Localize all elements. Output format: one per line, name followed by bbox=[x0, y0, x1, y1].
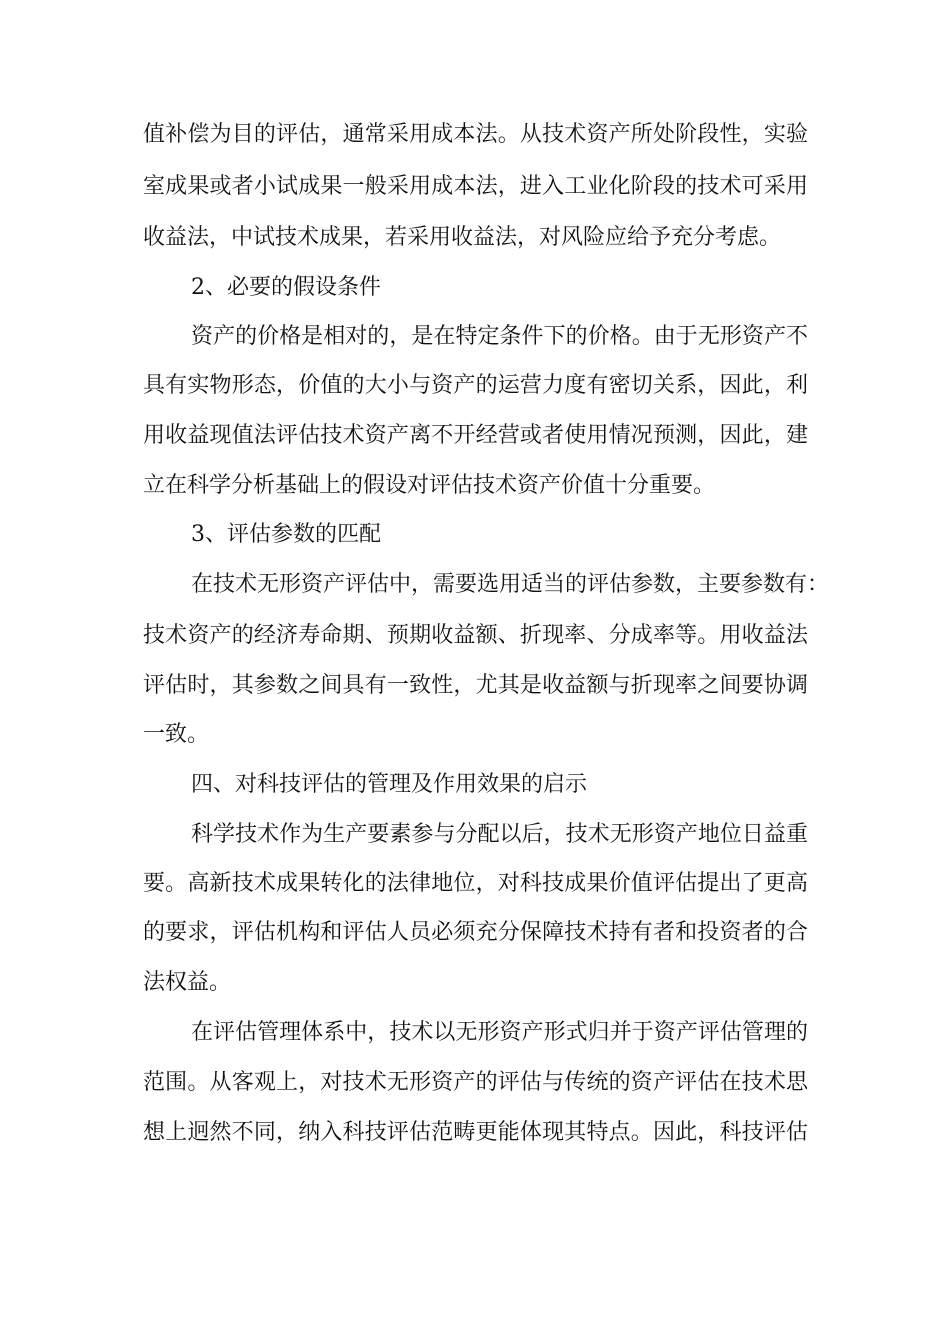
paragraph-line: 室成果或者小试成果一般采用成本法，进入工业化阶段的技术可采用 bbox=[143, 174, 808, 199]
paragraph-line: 一致。 bbox=[143, 722, 210, 747]
paragraph-line: 想上迥然不同，纳入科技评估范畴更能体现其特点。因此，科技评估 bbox=[143, 1120, 808, 1145]
paragraph-line: 的要求，评估机构和评估人员必须充分保障技术持有者和投资者的合 bbox=[143, 920, 808, 945]
paragraph-line: 范围。从客观上，对技术无形资产的评估与传统的资产评估在技术思 bbox=[143, 1070, 808, 1095]
paragraph-line: 值补偿为目的评估，通常采用成本法。从技术资产所处阶段性，实验 bbox=[143, 122, 808, 147]
paragraph-line: 用收益现值法评估技术资产离不开经营或者使用情况预测，因此，建 bbox=[143, 423, 808, 448]
paragraph-line: 立在科学分析基础上的假设对评估技术资产价值十分重要。 bbox=[143, 473, 716, 498]
section-heading: 四、对科技评估的管理及作用效果的启示 bbox=[191, 772, 588, 797]
paragraph-line: 收益法，中试技术成果，若采用收益法，对风险应给予充分考虑。 bbox=[143, 225, 782, 250]
paragraph-line: 具有实物形态，价值的大小与资产的运营力度有密切关系，因此，利 bbox=[143, 373, 808, 398]
paragraph-line: 要。高新技术成果转化的法律地位，对科技成果价值评估提出了更高 bbox=[143, 871, 808, 896]
paragraph-line: 在评估管理体系中，技术以无形资产形式归并于资产评估管理的 bbox=[191, 1020, 808, 1045]
section-heading: 3、评估参数的匹配 bbox=[191, 522, 381, 547]
paragraph-line: 科学技术作为生产要素参与分配以后，技术无形资产地位日益重 bbox=[191, 822, 808, 847]
paragraph-line: 法权益。 bbox=[143, 970, 232, 995]
paragraph-line: 资产的价格是相对的，是在特定条件下的价格。由于无形资产不 bbox=[191, 324, 808, 349]
section-heading: 2、必要的假设条件 bbox=[191, 275, 381, 300]
paragraph-line: 在技术无形资产评估中，需要选用适当的评估参数，主要参数有： bbox=[191, 572, 830, 597]
paragraph-line: 评估时，其参数之间具有一致性，尤其是收益额与折现率之间要协调 bbox=[143, 673, 808, 698]
paragraph-line: 技术资产的经济寿命期、预期收益额、折现率、分成率等。用收益法 bbox=[143, 623, 808, 648]
